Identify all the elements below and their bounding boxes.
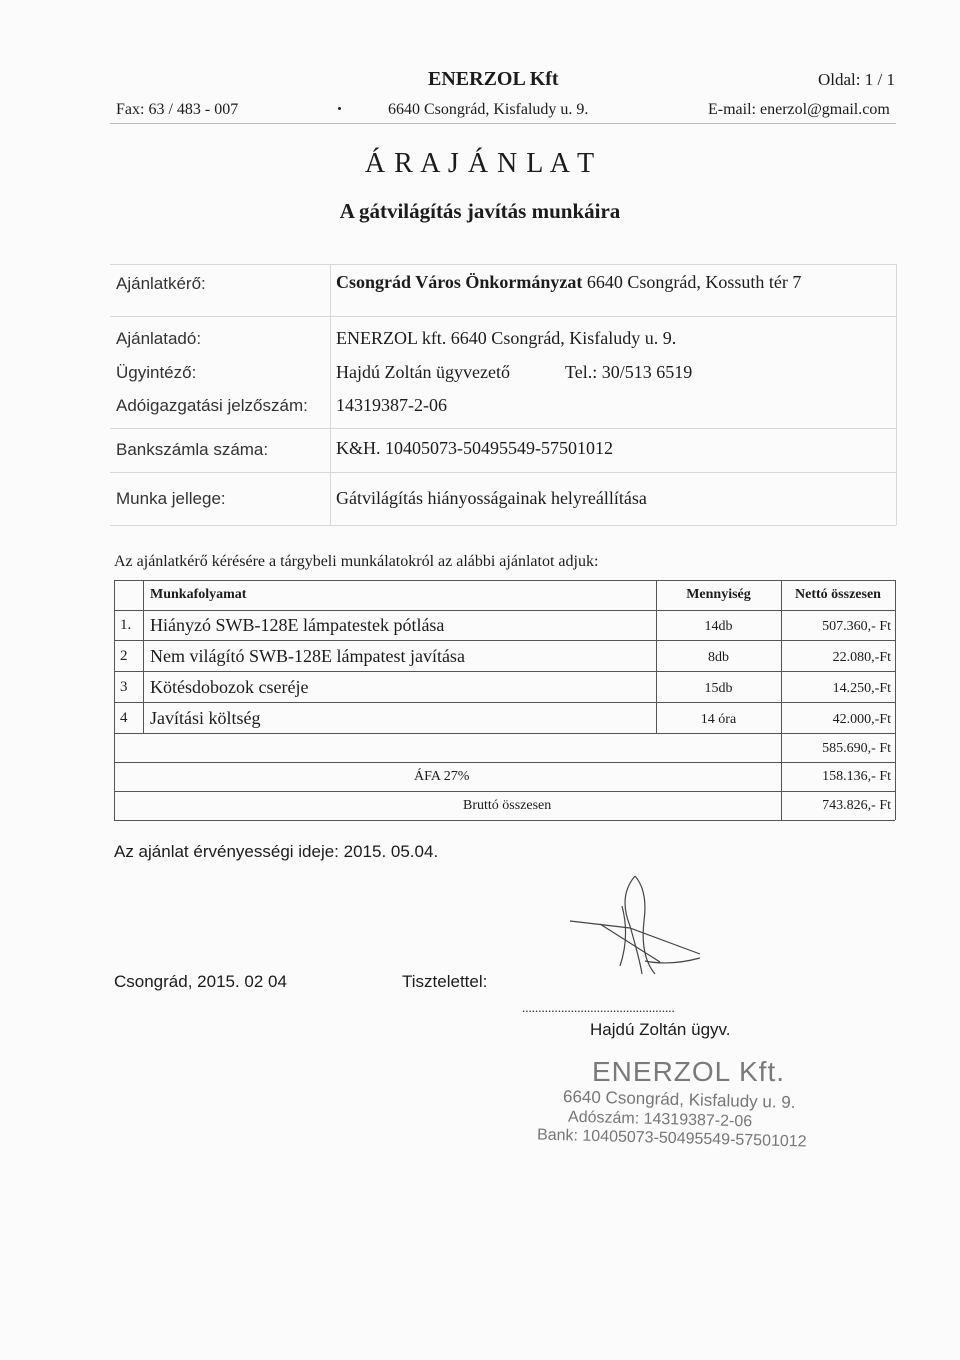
tax-label: Adóigazgatási jelzőszám: xyxy=(116,396,308,415)
table-rule xyxy=(114,610,895,611)
table-rule xyxy=(114,702,895,703)
company-email: E-mail: enerzol@gmail.com xyxy=(708,101,890,118)
table-rule xyxy=(143,580,144,733)
subtotal-value: 585.690,- Ft xyxy=(822,741,891,756)
row-description: Hiányzó SWB-128E lámpatestek pótlása xyxy=(150,615,445,635)
bullet-dot xyxy=(338,107,341,110)
requester-name: Csongrád Város Önkormányzat xyxy=(336,272,583,292)
row-number: 2 xyxy=(120,648,128,664)
signature-line: ............................................... xyxy=(522,1000,675,1015)
requester-label: Ajánlatkérő: xyxy=(116,274,206,293)
validity-text: Az ajánlat érvényességi ideje: 2015. 05.04. xyxy=(114,842,439,861)
stamp-bank: Bank: 10405073-50495549-57501012 xyxy=(536,1126,807,1151)
company-name: ENERZOL Kft xyxy=(428,68,559,90)
column-header-quantity: Mennyiség xyxy=(686,587,751,602)
place-date: Csongrád, 2015. 02 04 xyxy=(114,972,287,991)
column-header-work: Munkafolyamat xyxy=(150,587,247,602)
row-net: 42.000,-Ft xyxy=(832,712,891,727)
document-subtitle: A gátvilágítás javítás munkáira xyxy=(339,199,621,223)
row-quantity: 14 óra xyxy=(700,712,737,727)
row-net: 507.360,- Ft xyxy=(822,619,891,634)
table-rule xyxy=(114,762,895,763)
stamp-tax: Adószám: 14319387-2-06 xyxy=(567,1108,753,1131)
info-grid-line xyxy=(110,316,896,317)
row-net: 22.080,-Ft xyxy=(832,650,891,665)
bank-value: K&H. 10405073-50495549-57501012 xyxy=(336,438,613,458)
company-address: 6640 Csongrád, Kisfaludy u. 9. xyxy=(388,101,589,118)
table-rule xyxy=(114,580,115,820)
table-rule xyxy=(114,791,895,792)
provider-label: Ajánlatadó: xyxy=(116,329,202,348)
table-rule xyxy=(114,580,895,581)
info-grid-line xyxy=(110,428,896,429)
bank-label: Bankszámla száma: xyxy=(116,440,269,459)
signer-name: Hajdú Zoltán ügyv. xyxy=(590,1020,731,1039)
gross-label: Bruttó összesen xyxy=(463,798,552,813)
table-rule xyxy=(895,580,896,820)
row-number: 1. xyxy=(120,617,132,633)
work-type-value: Gátvilágítás hiányosságainak helyreállítása xyxy=(336,488,647,508)
provider-value: ENERZOL kft. 6640 Csongrád, Kisfaludy u. 9. xyxy=(336,328,677,348)
table-rule xyxy=(114,820,895,821)
row-number: 3 xyxy=(120,679,128,695)
fax-number: Fax: 63 / 483 - 007 xyxy=(116,101,239,118)
row-quantity: 14db xyxy=(704,619,733,634)
info-grid-line xyxy=(896,264,897,525)
table-rule xyxy=(114,640,895,641)
agent-label: Ügyintéző: xyxy=(116,363,197,382)
agent-phone: Tel.: 30/513 6519 xyxy=(565,362,693,382)
page-number: Oldal: 1 / 1 xyxy=(818,70,895,89)
intro-text: Az ajánlatkérő kérésére a tárgybeli munkálatokról az alábbi ajánlatot adjuk: xyxy=(114,553,599,570)
row-description: Kötésdobozok cseréje xyxy=(150,677,309,697)
tax-value: 14319387-2-06 xyxy=(336,395,447,415)
info-grid-line xyxy=(110,472,896,473)
column-header-net: Nettó összesen xyxy=(795,587,881,602)
row-quantity: 8db xyxy=(708,650,729,665)
table-rule xyxy=(114,733,895,734)
row-number: 4 xyxy=(120,710,128,726)
vat-value: 158.136,- Ft xyxy=(822,769,891,784)
table-rule xyxy=(114,671,895,672)
signature xyxy=(560,866,720,986)
vat-label: ÁFA 27% xyxy=(414,769,470,784)
row-description: Nem világító SWB-128E lámpatest javítása xyxy=(150,646,465,666)
gross-value: 743.826,- Ft xyxy=(822,798,891,813)
work-type-label: Munka jellege: xyxy=(116,489,226,508)
header-rule xyxy=(110,123,896,124)
row-quantity: 15db xyxy=(704,681,733,696)
info-grid-line xyxy=(330,264,331,525)
info-grid-line xyxy=(110,264,896,265)
agent-value: Hajdú Zoltán ügyvezető xyxy=(336,362,510,382)
stamp-address: 6640 Csongrád, Kisfaludy u. 9. xyxy=(562,1086,796,1113)
row-description: Javítási költség xyxy=(150,708,261,728)
info-grid-line xyxy=(110,525,896,526)
row-net: 14.250,-Ft xyxy=(832,681,891,696)
requester-address: 6640 Csongrád, Kossuth tér 7 xyxy=(586,272,802,292)
stamp-company: ENERZOL Kft. xyxy=(592,1056,786,1087)
regards-text: Tisztelettel: xyxy=(402,972,488,991)
document-title: Á R A J Á N L A T xyxy=(364,148,596,179)
